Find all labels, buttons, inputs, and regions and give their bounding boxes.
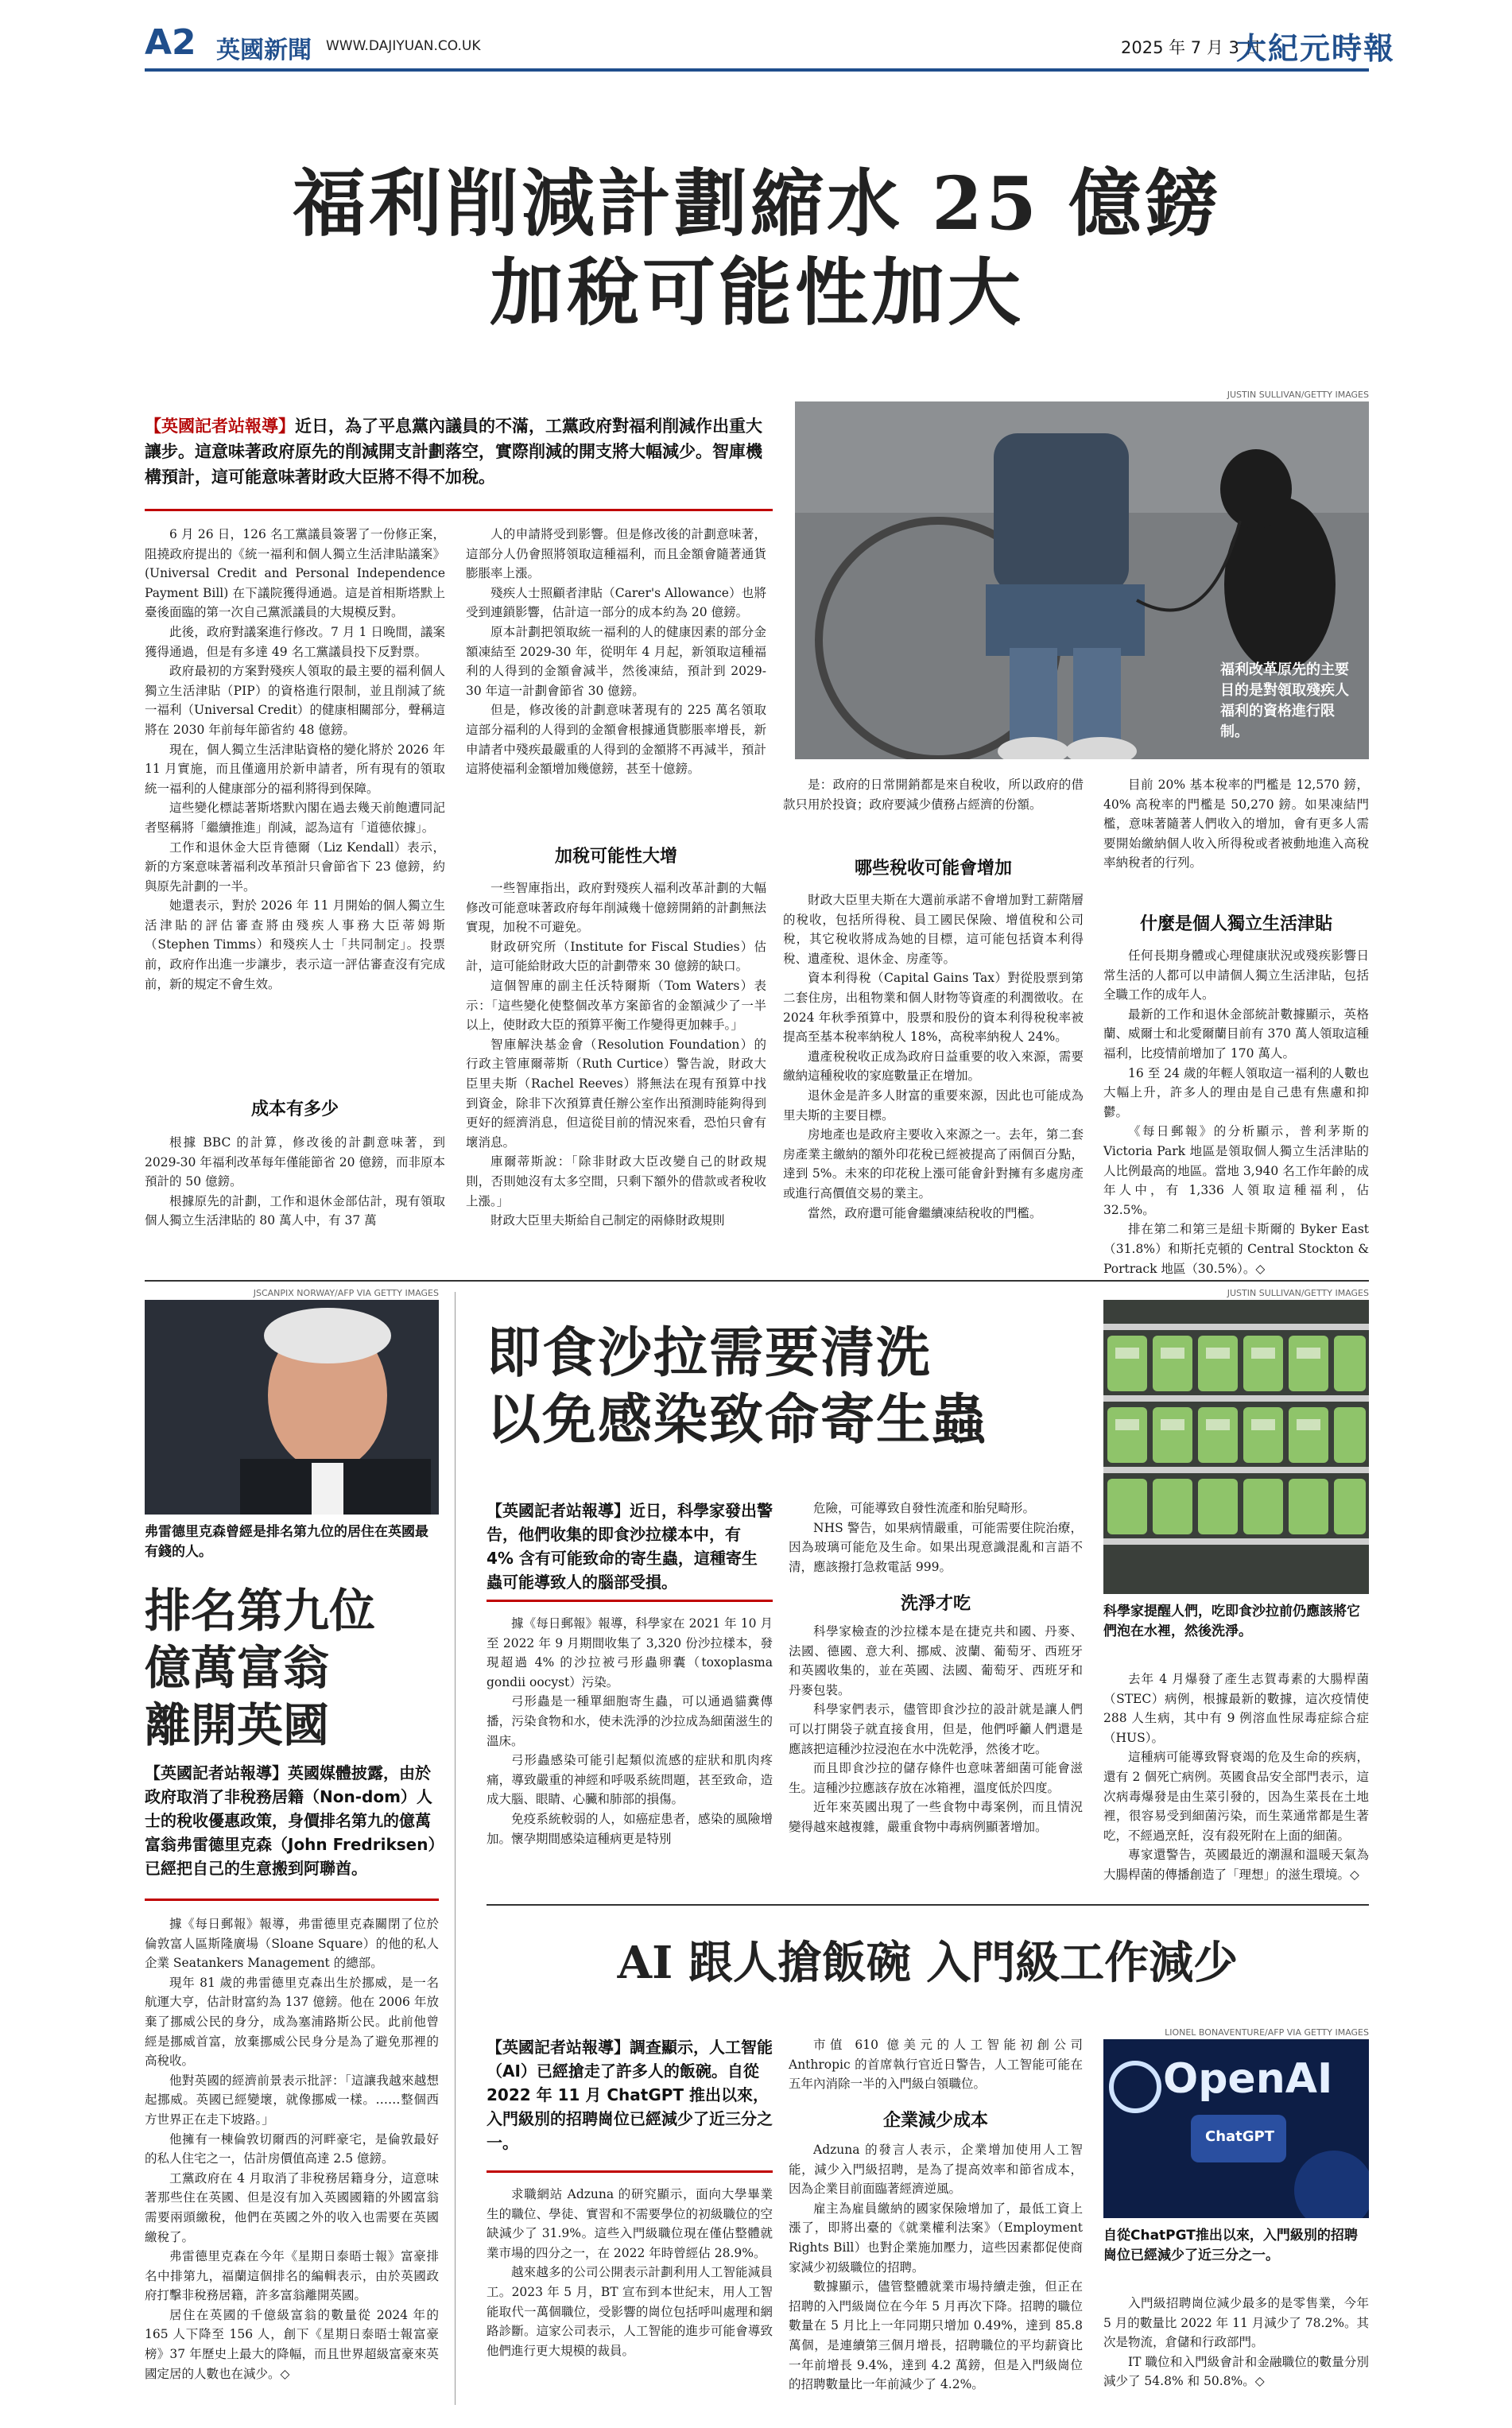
paragraph: 原本計劃把領取統一福利的人的健康因素的部分金額凍結至 2029-30 年，從明年 4 月起，新領取這種福利的人得到的金額會減半，然後凍結，預計到 2029-30 年這一計劃會節省 30 億鎊。 <box>466 624 766 698</box>
paragraph: NHS 警告，如果病情嚴重，可能需要住院治療，因為玻璃可能危及生命。如果出現意識混亂和言語不清，應該撥打急救電話 999。 <box>789 1520 1083 1574</box>
paragraph: 退休金是許多人財富的重要來源，因此也可能成為里夫斯的主要目標。 <box>783 1088 1084 1123</box>
paragraph: Adzuna 的發言人表示，企業增加使用人工智能，減少入門級招聘，是為了提高效率和節省成本，因為企業目前面臨著經濟逆風。 <box>789 2143 1083 2197</box>
masthead-logo: 大紀元時報 <box>1236 30 1396 66</box>
article4-column-2 <box>789 2035 1083 2094</box>
paragraph: 一些智庫指出，政府對殘疾人福利改革計劃的大幅修改可能意味著政府每年削減幾十億鎊開銷的計劃無法實現，加稅不可避免。 <box>466 881 766 935</box>
paragraph: 人的申請將受到影響。但是修改後的計劃意味著，這部分人仍會照將領取這種福利，而且金額會隨著通貨膨脹率上漲。 <box>466 527 766 581</box>
article2-photo <box>145 1300 439 1515</box>
article1-photo-credit: JUSTIN SULLIVAN/GETTY IMAGES <box>1227 390 1369 400</box>
paragraph: 財政大臣里夫斯在大選前承諾不會增加對工薪階層的稅收，包括所得稅、員工國民保險、增值稅和公司稅，其它稅收將成為她的目標，這可能包括資本利得稅、遺產稅、退休金、房產等。 <box>783 893 1084 966</box>
site-url[interactable]: WWW.DAJIYUAN.CO.UK <box>326 38 481 54</box>
paragraph: 這種病可能導致腎衰竭的危及生命的疾病，還有 2 個死亡病例。英國食品安全部門表示，這次病毒爆發是由生菜引發的，因為生菜長在土地裡，很容易受到細菌污染，而生菜通常都是生著吃，不經過烹飪，沒有殺死附在上面的細菌。 <box>1103 1750 1369 1843</box>
article2-photo-credit: JSCANPIX NORWAY/AFP VIA GETTY IMAGES <box>253 1288 439 1298</box>
paragraph: 雇主為雇員繳納的國家保險增加了，最低工資上漲了，即將出臺的《就業權利法案》（Employment Rights Bill）也對企業施加壓力，這些因素都促使商家減少初級職位的招聘。 <box>789 2201 1083 2275</box>
article4-photo-caption: 自從ChatPGT推出以來，入門級別的招聘崗位已經減少了近三分之一。 <box>1103 2228 1358 2263</box>
header-rule <box>145 68 1369 72</box>
article3-lead <box>487 1499 773 1594</box>
paragraph: 現年 81 歲的弗雷德里克森出生於挪威，是一名航運大亨，估計財富約為 137 億鎊。他在 2006 年放棄了挪威公民的身分，成為塞浦路斯公民。此前他曾經是挪威首富，放棄挪威公民身分是為了避免那裡的高稅收。 <box>145 1975 439 2069</box>
article4-photo-credit: LIONEL BONAVENTURE/AFP VIA GETTY IMAGES <box>1165 2027 1369 2038</box>
article4-lead-tag: 【英國記者站報導】 <box>487 2038 630 2057</box>
article1-subhead-tax: 加稅可能性大增 <box>554 847 677 867</box>
paragraph: 他對英國的經濟前景表示批評：「這讓我越來越想起挪威。英國已經變壞，就像挪威一樣。……整個西方世界正在走下坡路。」 <box>145 2073 439 2127</box>
article1-headline-line2: 加稅可能性加大 <box>489 250 1024 335</box>
article3-headline-line1: 即食沙拉需要清洗 <box>487 1321 932 1385</box>
article4-column-1 <box>487 2185 773 2360</box>
paragraph: 目前 20% 基本稅率的門檻是 12,570 鎊，40% 高稅率的門檻是 50,270 鎊。如果凍結門檻，意味著隨著人們收入的增加，會有更多人需要開始繳納個人收入所得稅或者被動地進入高稅率納稅者的行列。 <box>1103 778 1369 871</box>
paragraph: 專家還警告，英國最近的潮濕和溫暖天氣為大腸桿菌的傳播創造了「理想」的滋生環境。◇ <box>1103 1848 1369 1882</box>
paragraph: 當然，政府還可能會繼續凍結稅收的門檻。 <box>808 1205 1042 1220</box>
paragraph: 這些變化標誌著斯塔默內閣在過去幾天前飽遭同記者堅稱將「繼續推進」削減，認為這有「道德依據」。 <box>145 801 445 835</box>
paragraph: 財政研究所（Institute for Fiscal Studies）估計，這可能給財政大臣的計劃帶來 30 億鎊的缺口。 <box>466 939 766 974</box>
paragraph: 市值 610 億美元的人工智能初創公司 Anthropic 的首席執行官近日警告，人工智能可能在五年內消除一半的入門級白領職位。 <box>789 2038 1083 2092</box>
article3-subhead-wash: 洗淨才吃 <box>900 1594 971 1614</box>
paragraph: 工黨政府在 4 月取消了非稅務居籍身分，這意味著那些住在英國、但是沒有加入英國國籍的外國富翁需要兩頭繳稅，他們在英國之外的收入也需要在英國繳稅了。 <box>145 2170 439 2244</box>
article3-photo-credit: JUSTIN SULLIVAN/GETTY IMAGES <box>1227 1288 1369 1298</box>
article2-lead <box>145 1761 439 1880</box>
salad-shelf-image <box>1103 1300 1369 1594</box>
paragraph: 據《每日郵報》報導，科學家在 2021 年 10 月至 2022 年 9 月期間收集了 3,320 份沙拉樣本，發現超過 4% 的沙拉被弓形蟲卵囊（toxoplasma gondii oocyst）污染。 <box>487 1616 773 1689</box>
article2-headline-line2: 億萬富翁 <box>145 1641 330 1695</box>
article3-headline <box>487 1320 1083 1453</box>
article2-headline-line1: 排名第九位 <box>145 1584 376 1638</box>
article2-lead-tag: 【英國記者站報導】 <box>145 1763 288 1782</box>
paragraph: 危險，可能導致自發性流產和胎兒畸形。 <box>813 1501 1036 1515</box>
article4-lead <box>487 2035 773 2155</box>
article1-column-1 <box>145 525 445 994</box>
paragraph: 據《每日郵報》報導，弗雷德里克森關閉了位於倫敦富人區斯隆廣場（Sloane Square）的他的私人企業 Seatankers Management 的總部。 <box>145 1917 439 1971</box>
paragraph: 《每日郵報》的分析顯示，普利茅斯的 Victoria Park 地區是領取個人獨立生活津貼的人比例最高的地區。當地 3,940 名工作年齡的成年人中，有 1,336 人領取這種福利，佔 32.5%。 <box>1103 1124 1369 1217</box>
portrait-image <box>145 1300 439 1515</box>
issue-date: 2025 年 7 月 3 日 <box>1121 38 1262 57</box>
paragraph: 資本利得稅（Capital Gains Tax）對從股票到第二套住房，出租物業和個人財物等資產的利潤徵收。在 2024 年秋季預算中，股票和股份的資本利得稅稅率被提高至基本稅率納稅人 18%，高稅率納稅人 24%。 <box>783 971 1084 1045</box>
paragraph: 但是，修改後的計劃意味著現有的 225 萬名領取這部分福利的人得到的金額會根據通貨膨脹率增長，新申請者中殘疾最嚴重的人得到的金額將不再減半，預計這將使福利金額增加幾億鎊，甚至十億鎊。 <box>466 703 766 777</box>
paragraph: 庫爾蒂斯說：「除非財政大臣改變自己的財政規則，否則她沒有太多空間，只剩下額外的借款或者稅收上漲。」 <box>466 1154 766 1208</box>
paragraph: IT 職位和入門級會計和金融職位的數量分別減少了 54.8% 和 50.8%。◇ <box>1103 2354 1369 2389</box>
paragraph: 科學家檢查的沙拉樣本是在捷克共和國、丹麥、法國、德國、意大利、挪威、波蘭、葡萄牙、西班牙和英國收集的，並在英國、法國、葡萄牙、西班牙和丹麥包裝。 <box>789 1624 1083 1697</box>
paragraph: 免疫系統較弱的人，如癌症患者，感染的風險增加。懷孕期間感染這種病更是特別 <box>487 1811 773 1846</box>
paragraph: 弓形蟲感染可能引起類似流感的症狀和肌肉疼痛，導致嚴重的神經和呼吸系統問題，甚至致命，造成大腦、眼睛、心臟和肺部的損傷。 <box>487 1753 773 1807</box>
article4-lead-text: 調查顯示，人工智能（AI）已經搶走了許多人的飯碗。自從 2022 年 11 月 ChatGPT 推出以來，入門級別的招聘崗位已經減少了近三分之一。 <box>487 2038 773 2152</box>
paragraph: 財政大臣里夫斯給自己制定的兩條財政規則 <box>490 1213 725 1228</box>
paragraph: 她還表示，對於 2026 年 11 月開始的個人獨立生活津貼的評估審查將由殘疾人事務大臣蒂姆斯（Stephen Timms）和殘疾人士「共同制定」。投票前，政府作出進一步讓步，表示這一評估審查沒有完成前，新的規定不會生效。 <box>145 898 445 991</box>
article3-bottom-rule <box>487 1904 1369 1906</box>
paragraph: 現在，個人獨立生活津貼資格的變化將於 2026 年 11 月實施，而且僅適用於新申請者，所有現有的領取統一福利的人健康部分的福利將得到保障。 <box>145 742 445 796</box>
article1-column-2 <box>466 525 766 779</box>
article1-lead-text: 近日，為了平息黨內議員的不滿，工黨政府對福利削減作出重大讓步。這意味著政府原先的削減開支計劃落空，實際削減的開支將大幅減少。智庫機構預計，這可能意味著財政大臣將不得不加稅。 <box>145 417 762 487</box>
article1-column-1b <box>145 1133 445 1231</box>
paragraph: 越來越多的公司公開表示計劃利用人工智能減員工。2023 年 5 月，BT 宣布到本世紀末，用人工智能取代一萬個職位，受影響的崗位包括呼叫處理和網路診斷。這家公司表示，人工智能的進步可能會導致他們進行更大規模的裁員。 <box>487 2265 773 2358</box>
article1-photo <box>795 401 1369 759</box>
paragraph: 房地產也是政府主要收入來源之一。去年，第二套房產業主繳納的額外印花稅已經被提高了兩個百分點，達到 5%。未來的印花稅上漲可能會針對擁有多處房產或進行高價值交易的業主。 <box>783 1127 1084 1200</box>
article2-lead-rule <box>145 1899 439 1901</box>
article1-photo-caption: 福利改革原先的主要目的是對領取殘疾人福利的資格進行限制。 <box>1220 661 1349 740</box>
paragraph: 16 至 24 歲的年輕人領取這一福利的人數也大幅上升，許多人的理由是自己患有焦慮和抑鬱。 <box>1103 1065 1369 1119</box>
article1-column-3 <box>783 775 1084 814</box>
section-name: 英國新聞 <box>216 37 312 64</box>
article1-column-4b <box>1103 946 1369 1278</box>
paragraph: 求職網站 Adzuna 的研究顯示，面向大學畢業生的職位、學徒、實習和不需要學位的初級職位的空缺減少了 31.9%。這些入門級職位現在僅佔整體就業市場的四分之一，在 2022 年時曾經佔 28.9%。 <box>487 2187 773 2260</box>
article1-subhead-which-tax: 哪些稅收可能會增加 <box>854 859 1012 879</box>
article4-photo <box>1103 2039 1369 2218</box>
article1-subhead-cost: 成本有多少 <box>250 1100 339 1119</box>
article1-headline-line1: 福利削減計劃縮水 25 億鎊 <box>292 161 1222 246</box>
paragraph: 智庫解決基金會（Resolution Foundation）的行政主管庫爾蒂斯（Ruth Curtice）警告說，財政大臣里夫斯（Rachel Reeves）將無法在現有預算中找到資金，除非下次預算責任辦公室作出預測時能夠得到更好的經濟消息，但這從目前的情況來看，恐怕只會有壞消息。 <box>466 1037 766 1150</box>
article4-column-3 <box>1103 2294 1369 2391</box>
article3-lead-text: 近日，科學家發出警告，他們收集的即食沙拉樣本中，有 4% 含有可能致命的寄生蟲，這種寄生蟲可能導致人的腦部受損。 <box>487 1501 773 1592</box>
article2-lead-text: 英國媒體披露，由於政府取消了非稅務居籍（Non-dom）人士的稅收優惠政策，身價排名第九的億萬富翁弗雷德里克森（John Fredriksen）已經把自己的生意搬到阿聯酋。 <box>145 1763 436 1878</box>
paragraph: 科學家們表示，儘管即食沙拉的設計就是讓人們可以打開袋子就直接食用，但是，他們呼籲人們還是應該把這種沙拉浸泡在水中洗乾淨，然後才吃。 <box>789 1702 1083 1756</box>
article3-lead-tag: 【英國記者站報導】 <box>487 1501 630 1520</box>
article4-subhead-cost: 企業減少成本 <box>882 2111 988 2131</box>
article1-lead-tag: 【英國記者站報導】 <box>145 417 295 436</box>
paragraph: 排在第二和第三是紐卡斯爾的 Byker East（31.8%）和斯托克頓的 Central Stockton & Portrack 地區（30.5%）。◇ <box>1103 1222 1369 1276</box>
article2-body <box>145 1914 439 2383</box>
paragraph: 弗雷德里克森在今年《星期日泰晤士報》富豪排名中排第九，福蘭這個排名的編輯表示，由於英國政府打擊非稅務居籍，許多富翁離開英國。 <box>145 2249 439 2303</box>
article2-headline-line3: 離開英國 <box>145 1698 330 1752</box>
paragraph: 6 月 26 日，126 名工黨議員簽署了一份修正案，阻撓政府提出的《統一福利和個人獨立生活津貼議案》(Universal Credit and Personal Independence Payment Bill) 在下議院獲得通過。這是首相斯塔默上臺後面臨的第一次自己黨派議員的大規模反對。 <box>145 527 445 620</box>
article1-bottom-rule <box>145 1280 1369 1282</box>
article3-photo-caption: 科學家提醒人們，吃即食沙拉前仍應該將它們泡在水裡，然後洗淨。 <box>1103 1604 1360 1639</box>
paragraph: 遺產稅稅收正成為政府日益重要的收入來源，需要繳納這種稅收的家庭數量正在增加。 <box>783 1049 1084 1084</box>
chatgpt-logo-text: ChatGPT <box>1205 2128 1275 2145</box>
paragraph: 弓形蟲是一種單細胞寄生蟲，可以通過貓糞傳播，污染食物和水，使未洗淨的沙拉成為細菌滋生的溫床。 <box>487 1694 773 1748</box>
article1-lead-rule <box>145 509 773 511</box>
openai-logo-text: OpenAI <box>1163 2055 1333 2103</box>
paragraph: 殘疾人士照顧者津貼（Carer's Allowance）也將受到連鎖影響，估計這一部分的成本約為 20 億鎊。 <box>466 585 766 620</box>
paragraph: 去年 4 月爆發了產生志賀毒素的大腸桿菌（STEC）病例，根據最新的數據，這次疫情使 288 人生病，其中有 9 例溶血性尿毒症綜合症（HUS）。 <box>1103 1672 1369 1745</box>
article4-column-2b <box>789 2140 1083 2395</box>
article2-headline <box>145 1582 439 1754</box>
paragraph: 政府最初的方案對殘疾人領取的最主要的福利個人獨立生活津貼（PIP）的資格進行限制，並且削減了統一福利（Universal Credit）的健康相關部分，聲稱這將在 2030 年前每年節省約 48 億鎊。 <box>145 664 445 737</box>
paragraph: 根據 BBC 的計算，修改後的計劃意味著，到 2029-30 年福利改革每年僅能節省 20 億鎊，而非原本預計的 50 億鎊。 <box>145 1135 445 1189</box>
paragraph: 入門級招聘崗位減少最多的是零售業，今年 5 月的數量比 2022 年 11 月減少了 78.2%。其次是物流，倉儲和行政部門。 <box>1103 2296 1369 2350</box>
article3-column-3 <box>1103 1670 1369 1885</box>
article1-headline <box>145 159 1369 337</box>
paragraph: 他擁有一棟倫敦切爾西的河畔豪宅，是倫敦最好的私人住宅之一，估計房價值高達 2.5 億鎊。 <box>145 2131 439 2166</box>
page-number: A2 <box>145 22 196 63</box>
article3-photo <box>1103 1300 1369 1594</box>
paragraph: 此後，政府對議案進行修改。7 月 1 日晚間，議案獲得通過，但是有多達 49 名工黨議員投下反對票。 <box>145 624 445 659</box>
paragraph: 近年來英國出現了一些食物中毒案例，而且情況變得越來越複雜，嚴重食物中毒病例顯著增加。 <box>789 1800 1083 1834</box>
paragraph: 工作和退休金大臣肯德爾（Liz Kendall）表示，新的方案意味著福利改革預計只會節省下 23 億鎊，約與原先計劃的一半。 <box>145 840 445 894</box>
paragraph: 任何長期身體或心理健康狀況或殘疾影響日常生活的人都可以申請個人獨立生活津貼，包括全職工作的成年人。 <box>1103 948 1369 1003</box>
paragraph: 數據顯示，儘管整體就業市場持續走強，但正在招聘的入門級崗位在今年 5 月再次下降。招聘的職位數量在 5 月比上一年同期只增加 0.49%，達到 85.8 萬個，是連續第三個月增長，招聘職位的平均薪資比一年前增長 9.4%，達到 4.2 萬鎊，但是入門級崗位的招聘數量比一年前減少了 4.2%。 <box>789 2279 1083 2392</box>
article1-lead <box>145 413 773 490</box>
article1-column-2b <box>466 879 766 1231</box>
article3-column-2b <box>789 1622 1083 1837</box>
article3-column-2 <box>789 1499 1083 1577</box>
paragraph: 這個智庫的副主任沃特爾斯（Tom Waters）表示：「這些變化使整個改革方案節省的金額減少了一半以上，使財政大臣的預算平衡工作變得更加棘手。」 <box>466 978 766 1033</box>
article3-column-1 <box>487 1614 773 1848</box>
paragraph: 根據原先的計劃，工作和退休金部估計，現有領取個人獨立生活津貼的 80 萬人中，有 37 萬 <box>145 1193 445 1228</box>
paragraph: 居住在英國的千億級富翁的數量從 2024 年的 165 人下降至 156 人，創下《星期日泰晤士報富豪榜》37 年歷史上最大的降幅，而且世界超級富豪來英國定居的人數也在減少。◇ <box>145 2307 439 2381</box>
article1-column-4 <box>1103 775 1369 873</box>
paragraph: 最新的工作和退休金部統計數據顯示，英格蘭、威爾士和北愛爾蘭目前有 370 萬人領取這種福利，比疫情前增加了 170 萬人。 <box>1103 1006 1369 1061</box>
article4-headline: AI 跟人搶飯碗 入門級工作減少 <box>617 1937 1239 1989</box>
paragraph: 是：政府的日常開銷都是來自稅收，所以政府的借款只用於投資；政府要減少債務占經濟的份額。 <box>783 778 1084 812</box>
article1-column-3b <box>783 890 1084 1223</box>
column-separator <box>455 1292 456 2405</box>
article1-subhead-pip: 什麼是個人獨立生活津貼 <box>1139 914 1332 934</box>
article3-headline-line2: 以免感染致命寄生蟲 <box>487 1388 988 1452</box>
article2-photo-caption: 弗雷德里克森曾經是排名第九位的居住在英國最有錢的人。 <box>145 1524 428 1560</box>
paragraph: 而且即食沙拉的儲存條件也意味著細菌可能會滋生。這種沙拉應該存放在冰箱裡，溫度低於四度。 <box>789 1761 1083 1795</box>
article4-lead-rule <box>487 2170 773 2173</box>
article3-lead-rule <box>487 1600 773 1602</box>
